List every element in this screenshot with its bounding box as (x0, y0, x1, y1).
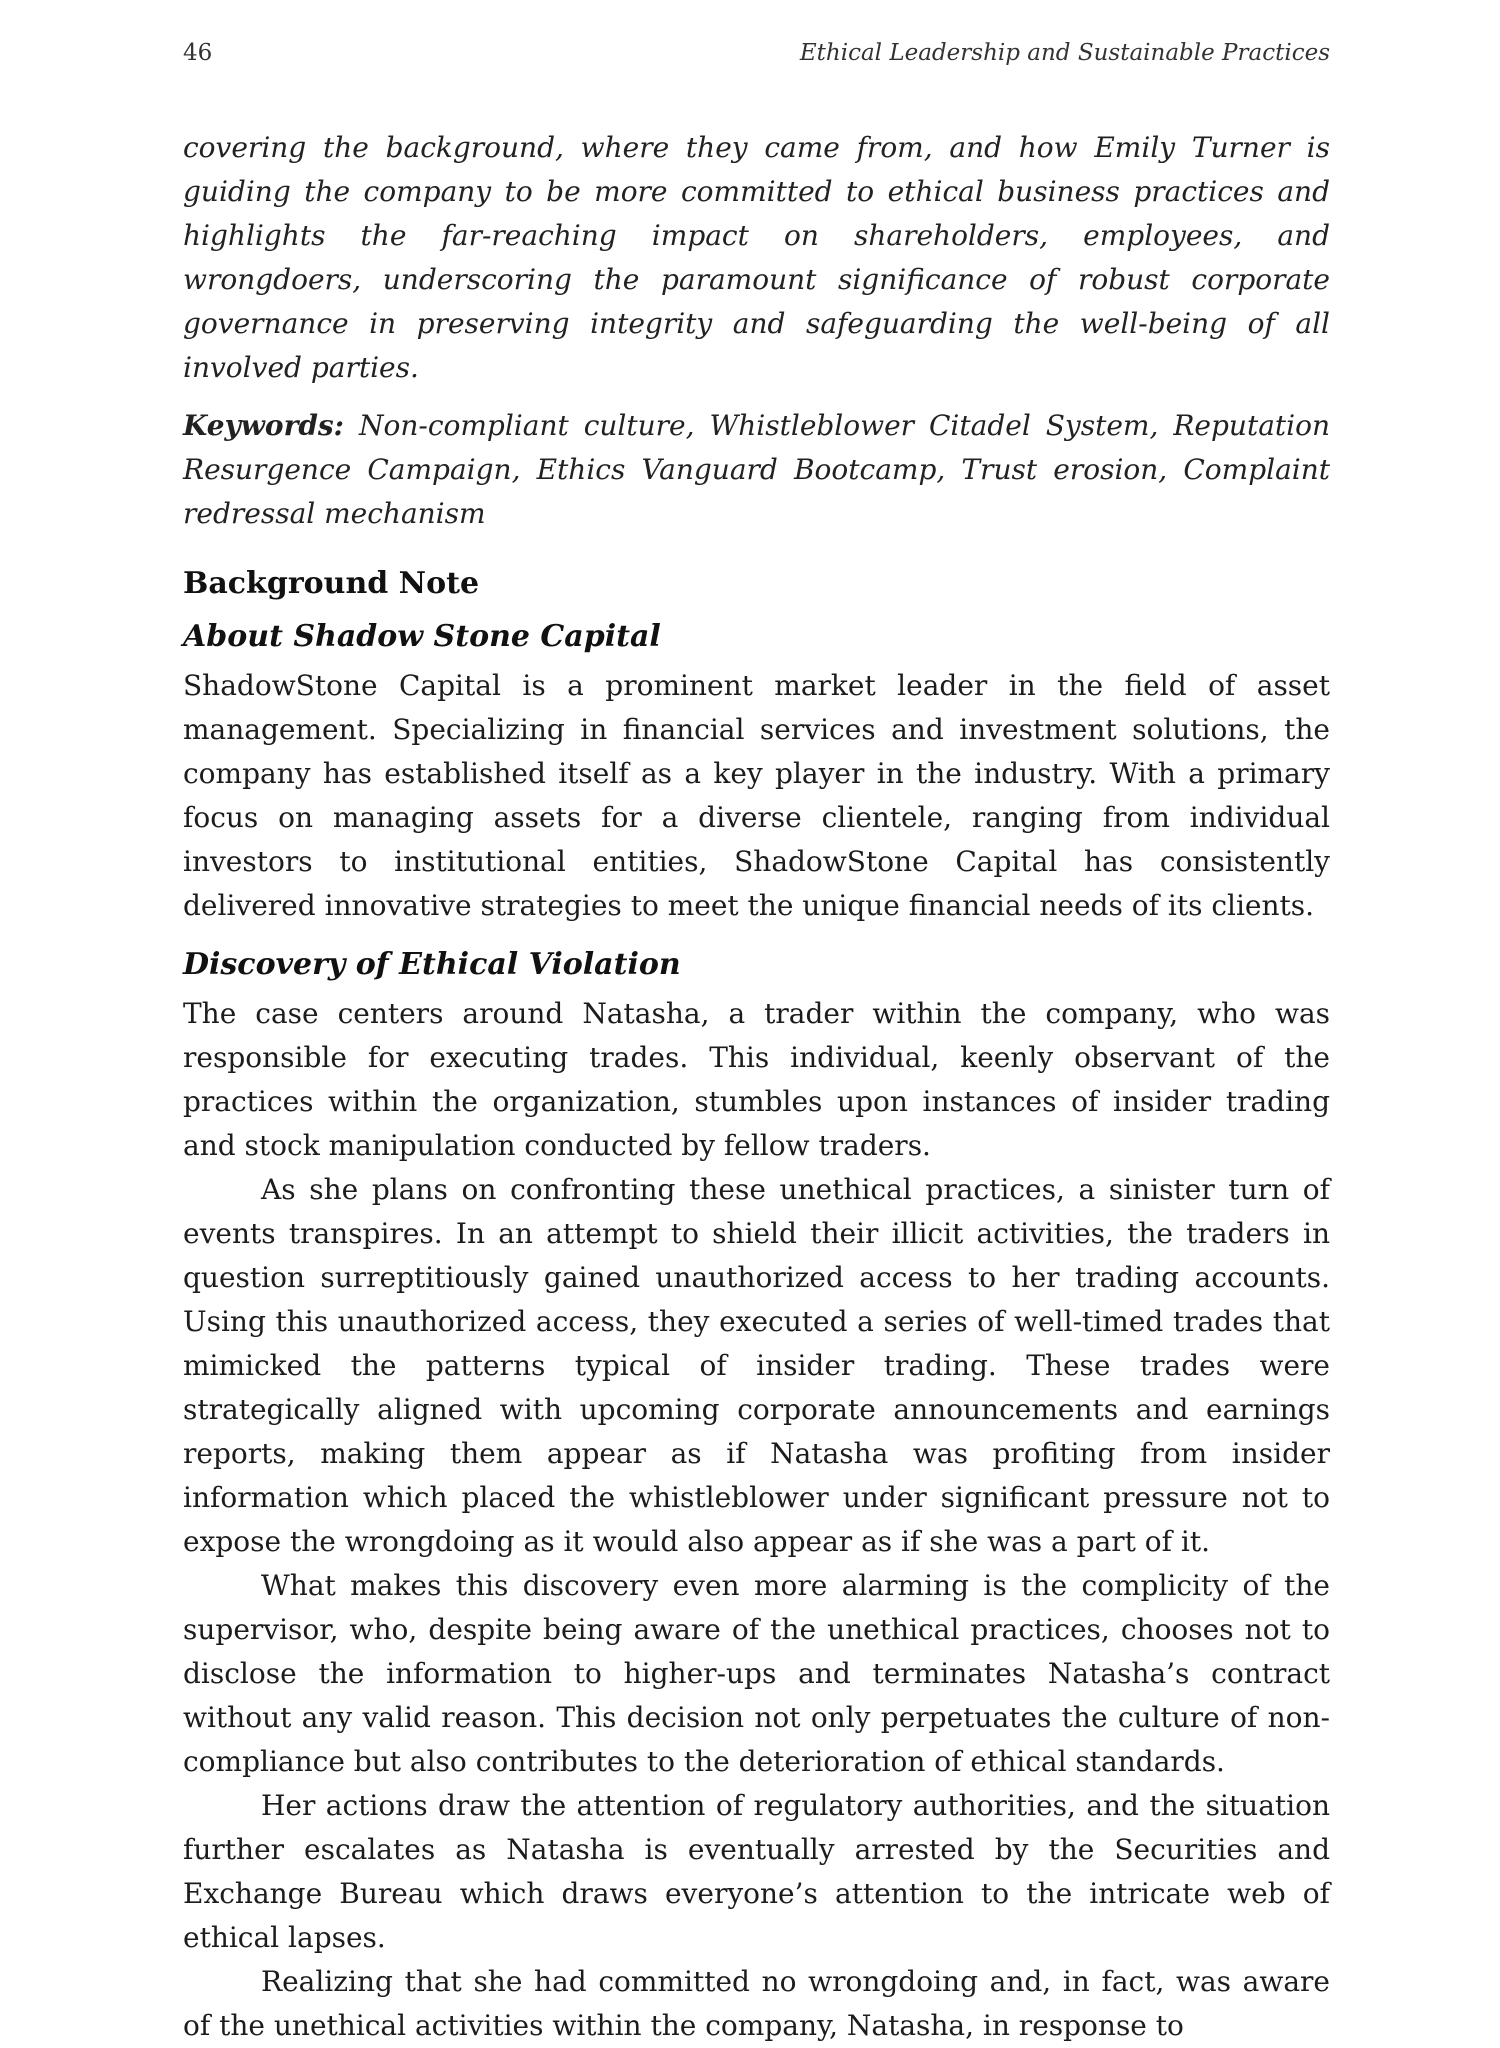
keywords (183, 404, 1330, 536)
discovery-paragraph-3: What makes this discovery even more alarming is the complicity of the supervisor, who, despite being aware of the unethical practices, chooses not to disclose the information to higher-ups and terminates Natasha’s contract without any valid reason. This decision not only perpetuates the culture of non-compliance but also contributes to the deterioration of ethical standards. (183, 1569, 1330, 1778)
subsection-heading-about: About Shadow Stone Capital (183, 619, 661, 654)
keywords-label: Keywords: (183, 409, 345, 442)
subsection-heading-discovery: Discovery of Ethical Violation (183, 947, 681, 982)
page-header (183, 40, 1330, 80)
discovery-paragraph-1: The case centers around Natasha, a trader within the company, who was responsible for executing trades. This individual, keenly observant of the practices within the organization, stumbles upon instances of insider trading and stock manipulation conducted by fellow traders. (183, 997, 1330, 1162)
running-head: Ethical Leadership and Sustainable Practices (799, 40, 1330, 66)
page-content (183, 126, 1330, 2048)
discovery-paragraph-2: As she plans on confronting these unethical practices, a sinister turn of events transpires. In an attempt to shield their illicit activities, the traders in question surreptitiously gained unauthorized access to her trading accounts. Using this unauthorized access, they executed a series of well-timed trades that mimicked the patterns typical of insider trading. These trades were strategically aligned with upcoming corporate announcements and earnings reports, making them appear as if Natasha was profiting from insider information which placed the whistleblower under significant pressure not to expose the wrongdoing as it would also appear as if she was a part of it. (183, 1173, 1330, 1558)
discovery-paragraph-5: Realizing that she had committed no wrongdoing and, in fact, was aware of the unethical activities within the company, Natasha, in response to (183, 1965, 1330, 2042)
section-heading-background-note: Background Note (183, 566, 480, 601)
discovery-paragraph-4: Her actions draw the attention of regulatory authorities, and the situation further escalates as Natasha is eventually arrested by the Securities and Exchange Bureau which draws everyone’s attention to the intricate web of ethical lapses. (183, 1789, 1330, 1954)
page-number: 46 (183, 40, 213, 66)
keywords-text: Non-compliant culture, Whistleblower Citadel System, Reputation Resurgence Campaign, Ethics Vanguard Bootcamp, Trust erosion, Complaint redressal mechanism (183, 409, 1330, 530)
about-paragraph: ShadowStone Capital is a prominent market leader in the field of asset management. Specializing in financial services and investment solutions, the company has established itself as a key player in the industry. With a primary focus on managing assets for a diverse clientele, ranging from individual investors to institutional entities, ShadowStone Capital has consistently delivered innovative strategies to meet the unique financial needs of its clients. (183, 669, 1330, 922)
abstract-continued: covering the background, where they came from, and how Emily Turner is guiding the company to be more committed to ethical business practices and highlights the far-reaching impact on shareholders, employees, and wrongdoers, underscoring the paramount significance of robust corporate governance in preserving integrity and safeguarding the well-being of all involved parties. (183, 131, 1330, 384)
